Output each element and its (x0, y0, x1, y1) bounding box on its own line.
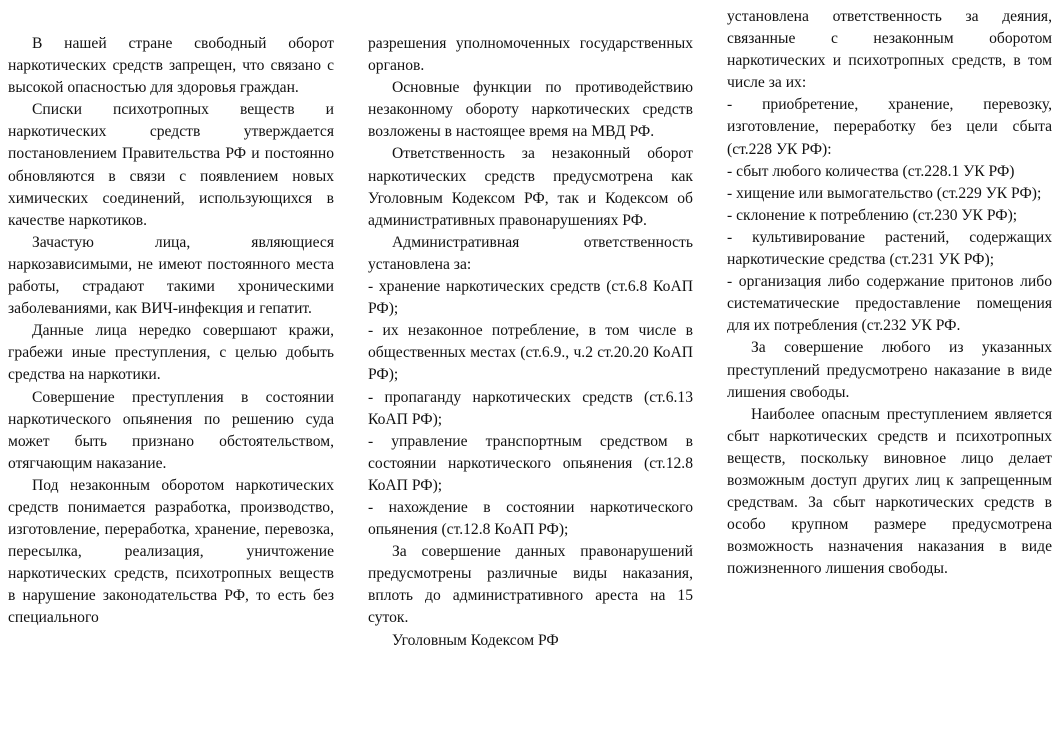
paragraph: В нашей стране свободный оборот наркотических средств запрещен, что связано с высокой опасностью для здоровья граждан. (8, 35, 334, 97)
list-item: - приобретение, хранение, перевозку, изготовление, переработку без цели сбыта (ст.228 УК РФ): (727, 96, 1052, 158)
paragraph: Основные функции по противодействию незаконному обороту наркотических средств возложены в настоящее время на МВД РФ. (368, 79, 693, 141)
list-item: - управление транспортным средством в состоянии наркотического опьянения (ст.12.8 КоАП РФ); (368, 432, 693, 494)
paragraph: Наиболее опасным преступлением является сбыт наркотических средств и психотропных веществ, поскольку виновное лицо делает возможным доступ других лиц к запрещенным средствам. За сбыт наркотических средств в особо крупном размере предусмотрена возможность назначения наказания в виде пожизненного лишения свободы. (727, 405, 1052, 578)
paragraph: разрешения уполномоченных государственных органов. (368, 35, 693, 75)
list-item: - хищение или вымогательство (ст.229 УК РФ); (727, 184, 1042, 202)
list-item: - пропаганду наркотических средств (ст.6.13 КоАП РФ); (368, 388, 693, 428)
paragraph: Под незаконным оборотом наркотических средств понимается разработка, производство, изготовление, переработка, хранение, перевозка, пересылка, реализация, уничтожение наркотических средств, психотропных веществ в нарушение законодательства РФ, то есть без специального (8, 476, 334, 627)
paragraph: Данные лица нередко совершают кражи, грабежи иные преступления, с целью добыть средства на наркотики. (8, 322, 334, 384)
paragraph: Списки психотропных веществ и наркотических средств утверждается постановлением Правительства РФ и постоянно обновляются в связи с появлением новых химических соединений, использующихся в качестве наркотиков. (8, 101, 334, 229)
list-item: - склонение к потреблению (ст.230 УК РФ); (727, 206, 1018, 224)
text-column-3 (727, 6, 1052, 726)
paragraph: Совершение преступления в состоянии наркотического опьянения по решению суда может быть признано обстоятельством, отягчающим наказание. (8, 388, 334, 472)
list-item: - сбыт любого количества (ст.228.1 УК РФ) (727, 162, 1015, 180)
list-item: - организация либо содержание притонов либо систематические предоставление помещения для их потребления (ст.232 УК РФ. (727, 273, 1052, 335)
paragraph: За совершение данных правонарушений предусмотрены различные виды наказания, вплоть до административного ареста на 15 суток. (368, 543, 693, 627)
list-item: - их незаконное потребление, в том числе в общественных местах (ст.6.9., ч.2 ст.20.20 КоАП РФ); (368, 322, 693, 384)
list-item: - культивирование растений, содержащих наркотические средства (ст.231 УК РФ); (727, 228, 1052, 269)
paragraph: установлена ответственность за деяния, связанные с незаконным оборотом наркотических и психотропных средств, в том числе за их: (727, 8, 1052, 92)
paragraph: Административная ответственность установлена за: (368, 233, 693, 273)
paragraph: Уголовным Кодексом РФ (392, 631, 559, 649)
list-item: - хранение наркотических средств (ст.6.8 КоАП РФ); (368, 278, 693, 318)
list-item: - нахождение в состоянии наркотического опьянения (ст.12.8 КоАП РФ); (368, 498, 693, 539)
text-column-2 (368, 0, 693, 753)
paragraph: За совершение любого из указанных преступлений предусмотрено наказание в виде лишения свободы. (727, 339, 1052, 401)
paragraph: Зачастую лица, являющиеся наркозависимыми, не имеют постоянного места работы, страдают такими хроническими заболеваниями, как ВИЧ-инфекция и гепатит. (8, 233, 334, 318)
text-column-1 (8, 0, 334, 753)
paragraph: Ответственность за незаконный оборот наркотических средств предусмотрена как Уголовным Кодексом РФ, так и Кодексом об административных правонарушениях РФ. (368, 145, 693, 229)
